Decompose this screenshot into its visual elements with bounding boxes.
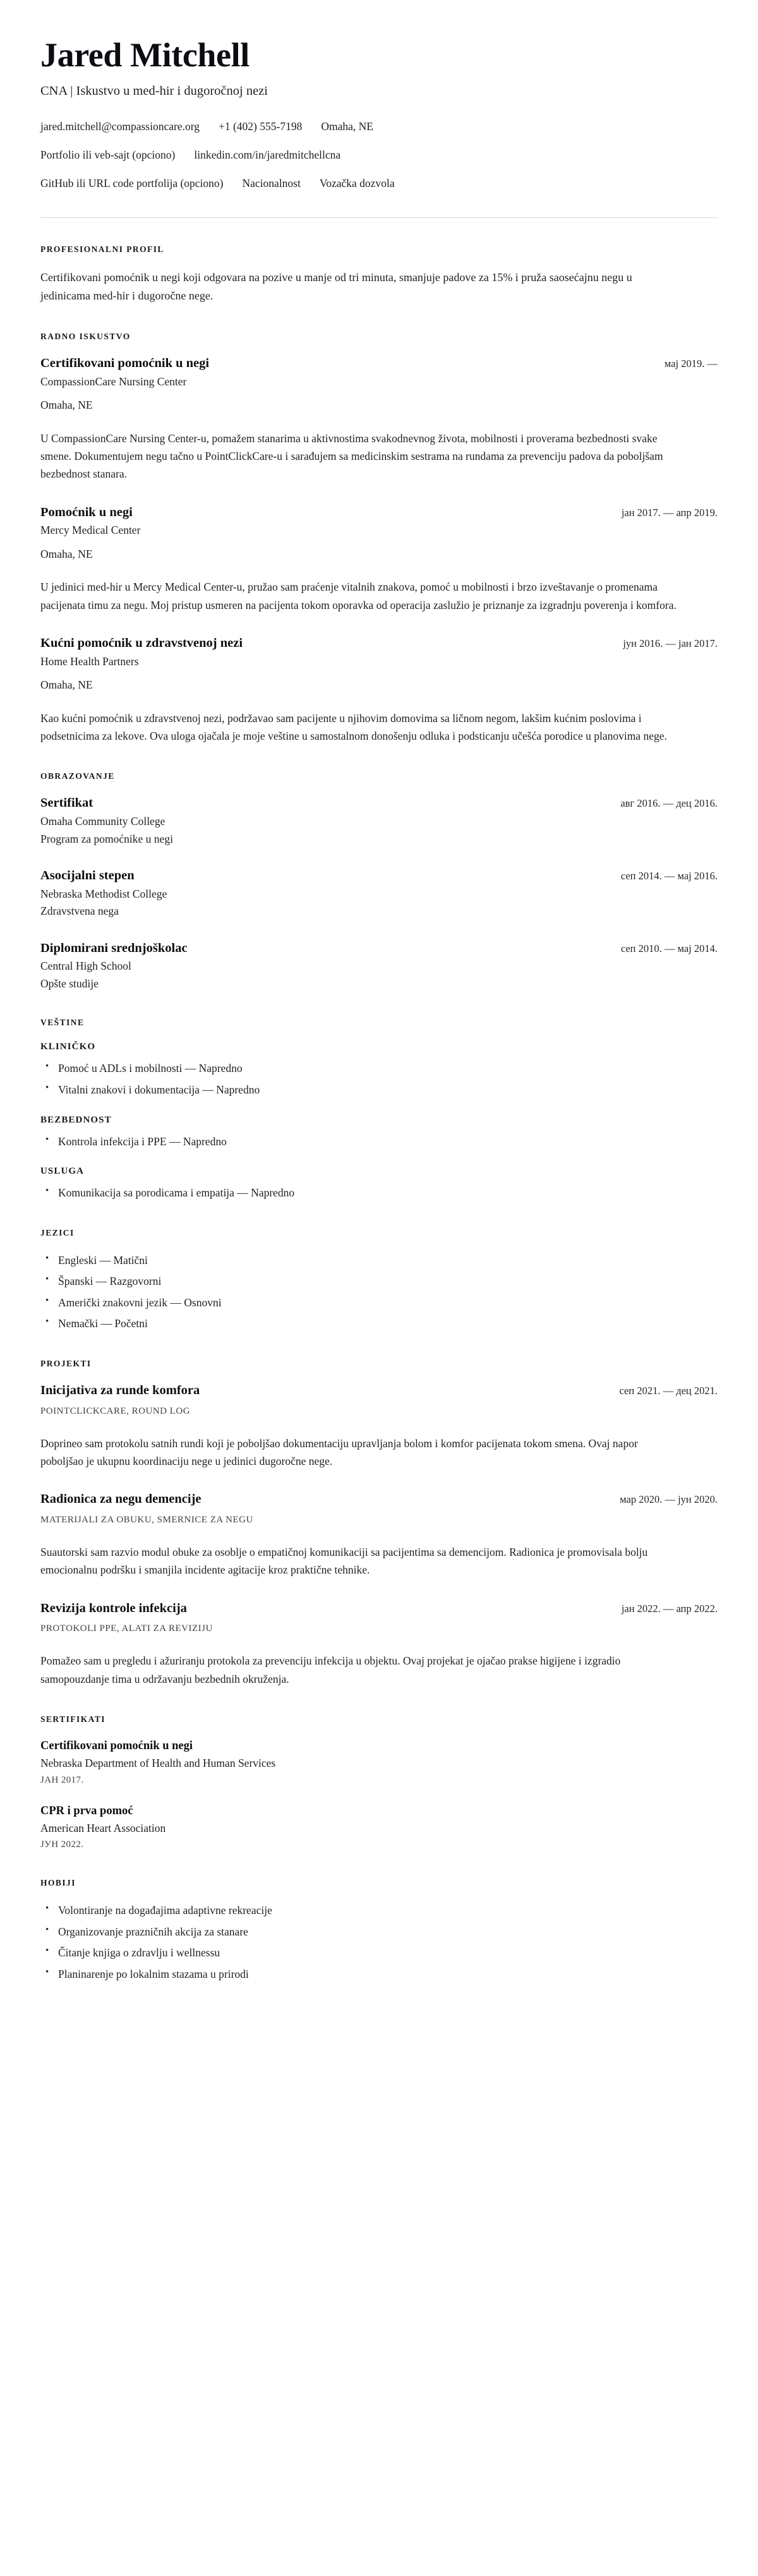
hobby-item: • Volontiranje na događajima adaptivne rekreacije — [58, 1902, 718, 1919]
project-entry-head — [40, 1383, 718, 1399]
education-school: Omaha Community College — [40, 815, 165, 828]
skill-item: • Pomoć u ADLs i mobilnosti — Napredno — [58, 1060, 718, 1077]
experience-location: Omaha, NE — [40, 678, 93, 692]
profile-summary: Certifikovani pomoćnik u negi koji odgovara na pozive u manje od tri minuta, smanjuje padove za 15% i pruža saosećajnu negu u jedinicama med-hir i dugoročne nege. — [40, 270, 632, 302]
skill-group-clinical — [40, 1042, 718, 1098]
contact-portfolio-label[interactable]: Portfolio ili veb-sajt (opciono) — [40, 148, 176, 162]
project-name: Inicijativa za runde komfora — [40, 1383, 200, 1398]
experience-description: Kao kućni pomoćnik u zdravstvenoj nezi, podržavao sam pacijente u njihovim domovima sa ličnom negom, lakšim kućnim poslovima i podsetnicima za lekove. Ova uloga ojačala je moje veštine u samostalnom donošenju odluka i podsticanju učešća porodice u planovima nege. — [40, 711, 667, 743]
experience-entry — [40, 635, 718, 745]
education-degree: Asocijalni stepen — [40, 869, 135, 883]
certificate-issuer: American Heart Association — [40, 1821, 166, 1834]
certificate-name: CPR i prva pomoć — [40, 1804, 133, 1817]
experience-organization: Home Health Partners — [40, 654, 139, 668]
education-school: Nebraska Methodist College — [40, 887, 167, 900]
resume-header — [40, 38, 718, 218]
certificate-entry — [40, 1803, 718, 1852]
section-title-skills: VEŠTINE — [40, 1018, 85, 1028]
contact-email[interactable]: jared.mitchell@compassioncare.org — [40, 119, 200, 133]
skill-group-label: USLUGA — [40, 1166, 85, 1177]
section-title-experience: RADNO ISKUSTVO — [40, 332, 131, 342]
education-entry — [40, 795, 718, 846]
section-title-education: OBRAZOVANJE — [40, 771, 115, 781]
project-description: Pomažeo sam u pregledu i ažuriranju protokola za prevenciju infekcija u objektu. Ovaj projekat je ojačao prakse higijene i izgradio samopouzdanje tima u održavanju bezbednih okruženja. — [40, 1654, 621, 1685]
resume-sheet — [40, 38, 718, 1982]
project-name: Radionica za negu demencije — [40, 1492, 202, 1507]
contact-github-label[interactable]: GitHub ili URL code portfolija (opciono) — [40, 177, 224, 190]
project-entry — [40, 1491, 718, 1579]
project-date: мар 2020. — јун 2020. — [620, 1493, 718, 1506]
experience-entry-head — [40, 505, 718, 521]
section-title-certificates: SERTIFIKATI — [40, 1714, 106, 1724]
experience-location: Omaha, NE — [40, 399, 93, 412]
skill-item: • Vitalni znakovi i dokumentacija — Napredno — [58, 1081, 718, 1098]
education-field: Zdravstvena nega — [40, 905, 119, 918]
contact-row-web — [40, 147, 718, 163]
hobby-item: • Planinarenje po lokalnim stazama u prirodi — [58, 1966, 718, 1983]
section-experience — [40, 305, 718, 745]
education-date: сеп 2010. — мај 2014. — [620, 942, 718, 954]
education-date: сеп 2014. — мај 2016. — [620, 870, 718, 882]
education-entry — [40, 868, 718, 919]
education-entry-head — [40, 941, 718, 957]
project-date: јан 2022. — апр 2022. — [621, 1602, 718, 1615]
project-tech: POINTCLICKCARE, ROUND LOG — [40, 1405, 191, 1416]
contact-drivers-license: Vozačka dozvola — [319, 177, 395, 190]
project-name: Revizija kontrole infekcija — [40, 1601, 187, 1615]
hobby-item: • Čitanje knjiga o zdravlju i wellnessu — [58, 1944, 718, 1961]
experience-role: Certifikovani pomoćnik u negi — [40, 356, 210, 371]
project-date: сеп 2021. — дец 2021. — [619, 1385, 718, 1397]
education-school: Central High School — [40, 960, 131, 973]
experience-description: U jedinici med-hir u Mercy Medical Center-u, pružao sam praćenje vitalnih znakova, pomoć u mobilnosti i brzo izveštavanje o promenama pacijenata timu za negu. Moj pristup usmeren na pacijenta tokom oporavka od operacija zaslužio je priznanje za izgradnju poverenja i komfora. — [40, 581, 677, 611]
skill-group-label: BEZBEDNOST — [40, 1114, 112, 1125]
certificate-date: ЈАН 2017. — [40, 1774, 84, 1785]
contact-phone[interactable]: +1 (402) 555-7198 — [218, 119, 303, 133]
contact-row-extra — [40, 176, 718, 191]
experience-date: јан 2017. — апр 2019. — [621, 506, 718, 519]
skill-group-label: KLINIČKO — [40, 1042, 96, 1052]
language-item: • Španski — Razgovorni — [58, 1273, 718, 1290]
skill-item: • Komunikacija sa porodicama i empatija — Napredno — [58, 1184, 718, 1201]
experience-role: Kućni pomoćnik u zdravstvenoj nezi — [40, 636, 243, 651]
section-skills — [40, 991, 718, 1201]
section-title-profile: PROFESIONALNI PROFIL — [40, 244, 164, 254]
section-certificates — [40, 1688, 718, 1851]
experience-date: јун 2016. — јан 2017. — [623, 637, 718, 650]
experience-organization: CompassionCare Nursing Center — [40, 375, 187, 388]
project-description: Suautorski sam razvio modul obuke za osoblje o empatičnoj komunikaciji sa pacijentima sa demencijom. Radionica je promovisala bolju emocionalnu podršku i smanjila incidente agitacije kroz praktične tehnike. — [40, 1546, 648, 1577]
experience-entry-head — [40, 356, 718, 372]
project-tech: PROTOKOLI PPE, ALATI ZA REVIZIJU — [40, 1623, 213, 1634]
project-tech: MATERIJALI ZA OBUKU, SMERNICE ZA NEGU — [40, 1515, 253, 1525]
candidate-name: Jared Mitchell — [40, 36, 250, 74]
experience-entry — [40, 356, 718, 483]
contact-linkedin[interactable]: linkedin.com/in/jaredmitchellcna — [194, 148, 341, 162]
hobby-item: • Organizovanje prazničnih akcija za stanare — [58, 1923, 718, 1941]
experience-entry-head — [40, 635, 718, 652]
section-languages — [40, 1201, 718, 1332]
skill-group-service — [40, 1166, 718, 1201]
language-item: • Američki znakovni jezik — Osnovni — [58, 1294, 718, 1311]
project-entry — [40, 1601, 718, 1688]
contact-nationality: Nacionalnost — [242, 177, 301, 190]
education-degree: Sertifikat — [40, 796, 93, 810]
education-entry — [40, 941, 718, 992]
education-degree: Diplomirani srednjoškolac — [40, 941, 188, 955]
certificate-issuer: Nebraska Department of Health and Human Services — [40, 1757, 276, 1770]
contact-row-primary — [40, 119, 718, 135]
skill-group-safety — [40, 1115, 718, 1150]
education-field: Opšte studije — [40, 977, 99, 990]
education-date: авг 2016. — дец 2016. — [620, 797, 718, 810]
section-education — [40, 745, 718, 991]
certificate-name: Certifikovani pomoćnik u negi — [40, 1740, 193, 1752]
education-entry-head — [40, 868, 718, 884]
experience-entry — [40, 505, 718, 614]
language-item: • Nemački — Početni — [58, 1315, 718, 1332]
language-list — [40, 1252, 718, 1332]
section-projects — [40, 1332, 718, 1688]
section-hobbies — [40, 1851, 718, 1982]
language-item: • Engleski — Matični — [58, 1252, 718, 1269]
experience-role: Pomoćnik u negi — [40, 505, 133, 519]
skill-list — [40, 1133, 718, 1150]
project-entry-head — [40, 1491, 718, 1508]
education-entry-head — [40, 795, 718, 812]
skill-item: • Kontrola infekcija i PPE — Napredno — [58, 1133, 718, 1150]
section-title-projects: PROJEKTI — [40, 1359, 92, 1369]
section-title-languages: JEZICI — [40, 1227, 75, 1237]
skill-list — [40, 1184, 718, 1201]
project-entry — [40, 1383, 718, 1470]
experience-description: U CompassionCare Nursing Center-u, pomažem stanarima u aktivnostima svakodnevnog života, mobilnosti i proverama bezbednosti svake smene. Dokumentujem negu tačno u PointClickCare-u i sarađujem sa medicinskim sestrama na rundama za prevenciju padova da poboljšam bezbednost stanara. — [40, 431, 663, 481]
candidate-headline: CNA | Iskustvo u med-hir i dugoročnoj nezi — [40, 84, 268, 99]
section-profile — [40, 218, 718, 305]
certificate-date: ЈУН 2022. — [40, 1839, 84, 1850]
project-entry-head — [40, 1601, 718, 1617]
experience-organization: Mercy Medical Center — [40, 524, 141, 537]
section-title-hobbies: HOBIJI — [40, 1878, 76, 1888]
contact-location: Omaha, NE — [321, 119, 373, 133]
education-field: Program za pomoćnike u negi — [40, 832, 173, 845]
project-description: Doprineo sam protokolu satnih rundi koji je poboljšao dokumentaciju upravljanja bolom i komfor pacijenata tokom smena. Ovaj napor poboljšao je ukupnu koordinaciju nege u jedinici dugoročne nege. — [40, 1436, 638, 1468]
experience-location: Omaha, NE — [40, 547, 93, 560]
hobby-list — [40, 1902, 718, 1982]
skill-list — [40, 1060, 718, 1098]
experience-date: мај 2019. — — [664, 358, 718, 370]
certificate-entry — [40, 1738, 718, 1787]
